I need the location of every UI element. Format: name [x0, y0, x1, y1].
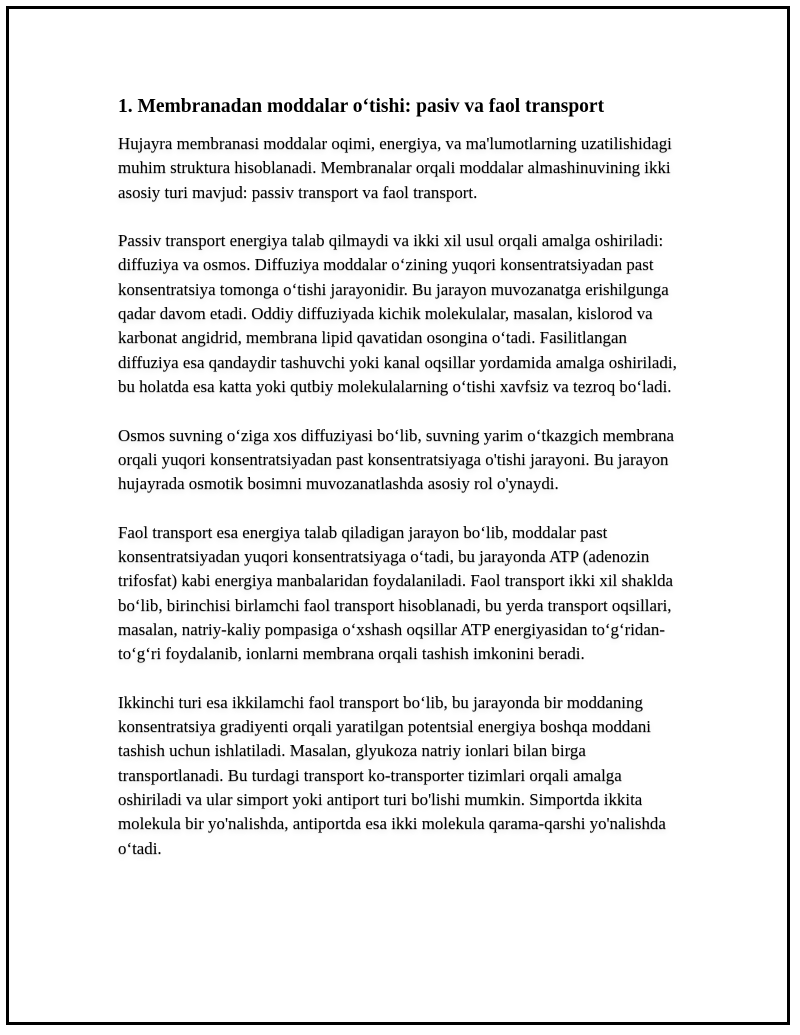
- paragraph-passive-transport: Passiv transport energiya talab qilmaydi va ikki xil usul orqali amalga oshiriladi: diffuziya va osmos. Diffuziya moddalar o‘zining yuqori konsentratsiyadan past konsentratsiya tomonga o‘tishi jarayonidir. Bu jarayon muvozanatga erishilgunga qadar davom etadi. Oddiy diffuziyada kichik molekulalar, masalan, kislorod va karbonat angidrid, membrana lipid qavatidan osongina o‘tadi. Fasilitlangan diffuziya esa qandaydir tashuvchi yoki kanal oqsillar yordamida amalga oshiriladi, bu holatda esa katta yoki qutbiy molekulalarning o‘tishi xavfsiz va tezroq bo‘ladi.: [118, 231, 677, 396]
- paragraph-osmosis: Osmos suvning o‘ziga xos diffuziyasi bo‘lib, suvning yarim o‘tkazgich membrana orqali yuqori konsentratsiyadan past konsentratsiyaga o'tishi jarayoni. Bu jarayon hujayrada osmotik bosimni muvozanatlashda asosiy rol o'ynaydi.: [118, 425, 675, 494]
- paragraph-intro: Hujayra membranasi moddalar oqimi, energiya, va ma'lumotlarning uzatilishidagi muhim struktura hisoblanadi. Membranalar orqali moddalar almashinuvining ikki asosiy turi mavjud: passiv transport va faol transport.: [118, 134, 672, 202]
- document-body: [118, 94, 688, 885]
- paragraph-active-transport: Faol transport esa energiya talab qiladigan jarayon bo‘lib, moddalar past konsentratsiyadan yuqori konsentratsiyaga o‘tadi, bu jarayonda ATP (adenozin trifosfat) kabi energiya manbalaridan foydalaniladi. Faol transport ikki xil shaklda bo‘lib, birinchisi birlamchi faol transport hisoblanadi, bu yerda transport oqsillari, masalan, natriy-kaliy pompasiga o‘xshash oqsillar ATP energiyasidan to‘g‘ridan-to‘g‘ri foydalanib, ionlarni membrana orqali tashish imkonini beradi.: [118, 522, 674, 664]
- section-heading: 1. Membranadan moddalar o‘tishi: pasiv va faol transport: [118, 96, 605, 117]
- paragraph-secondary-active-transport: Ikkinchi turi esa ikkilamchi faol transport bo‘lib, bu jarayonda bir moddaning konsentratsiya gradiyenti orqali yaratilgan potentsial energiya boshqa moddani tashish uchun ishlatiladi. Masalan, glyukoza natriy ionlari bilan birga transportlanadi. Bu turdagi transport ko-transporter tizimlari orqali amalga oshiriladi va ular simport yoki antiport turi bo'lishi mumkin. Simportda ikkita molekula bir yo'nalishda, antiportda esa ikki molekula qarama-qarshi yo'nalishda o‘tadi.: [118, 692, 666, 858]
